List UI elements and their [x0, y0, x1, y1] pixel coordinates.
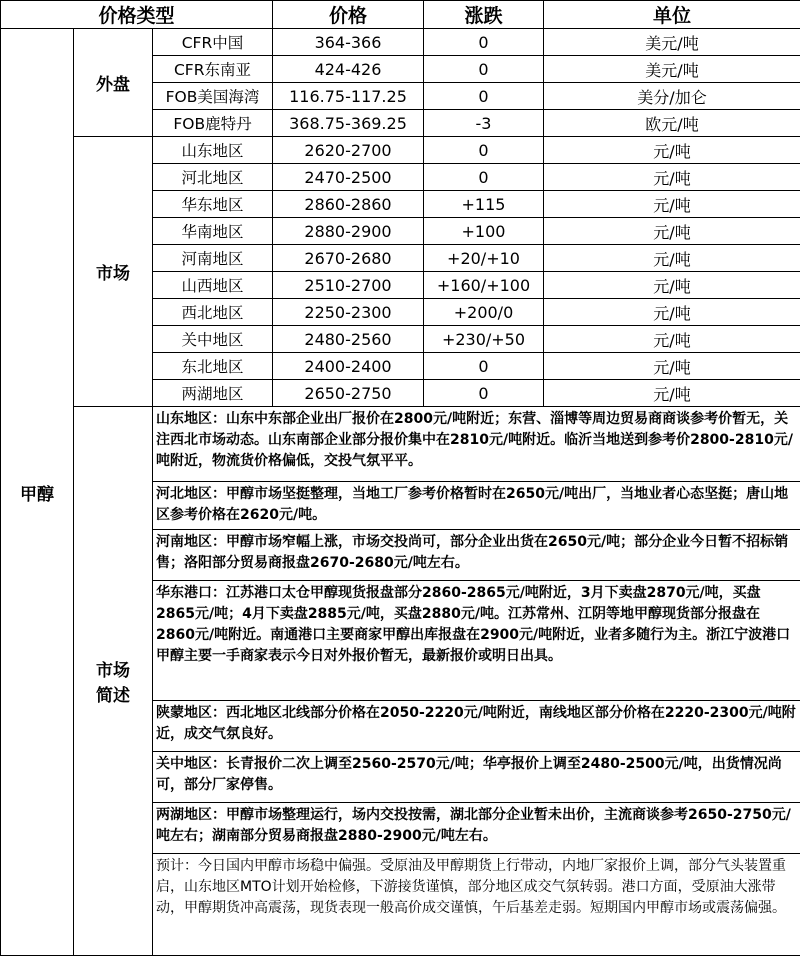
row-unit: 元/吨 [544, 299, 800, 326]
row-name: 山东地区 [153, 137, 273, 164]
summary-guanzhong: 关中地区：长青报价二次上调至2560-2570元/吨；华亭报价上调至2480-2500元/吨，出货情况尚可，部分厂家停售。 [153, 752, 800, 803]
row-price: 424-426 [273, 56, 424, 83]
row-name: 河北地区 [153, 164, 273, 191]
row-change: +115 [424, 191, 544, 218]
row-name: 东北地区 [153, 353, 273, 380]
row-change: +160/+100 [424, 272, 544, 299]
summary-label [74, 407, 153, 956]
row-unit: 元/吨 [544, 380, 800, 407]
row-unit: 元/吨 [544, 218, 800, 245]
product-cell: 甲醇 [1, 29, 74, 956]
row-change: 0 [424, 164, 544, 191]
row-unit: 元/吨 [544, 326, 800, 353]
row-price: 2470-2500 [273, 164, 424, 191]
header-change: 涨跌 [424, 1, 544, 29]
row-price: 2510-2700 [273, 272, 424, 299]
row-name: FOB美国海湾 [153, 83, 273, 110]
summary-row [1, 407, 800, 482]
market-label: 市场 [74, 137, 153, 407]
summary-lianghu: 两湖地区：甲醇市场整理运行，场内交投按需，湖北部分企业暂未出价，主流商谈参考2650-2750元/吨左右；湖南部分贸易商报盘2880-2900元/吨左右。 [153, 803, 800, 854]
row-price: 2670-2680 [273, 245, 424, 272]
row-change: +200/0 [424, 299, 544, 326]
row-unit: 元/吨 [544, 272, 800, 299]
table-row [1, 29, 800, 56]
row-price: 2860-2860 [273, 191, 424, 218]
row-change: 0 [424, 137, 544, 164]
summary-hebei: 河北地区：甲醇市场坚挺整理，当地工厂参考价格暂时在2650元/吨出厂，当地业者心态坚挺；唐山地区参考价格在2620元/吨。 [153, 482, 800, 530]
summary-shandong: 山东地区：山东中东部企业出厂报价在2800元/吨附近；东营、淄博等周边贸易商商谈参考价暂无，关注西北市场动态。山东南部企业部分报价集中在2810元/吨附近。临沂当地送到参考价2800-2810元/吨附近，物流货价格偏低，交投气氛平平。 [153, 407, 800, 482]
row-name: 华南地区 [153, 218, 273, 245]
row-change: +20/+10 [424, 245, 544, 272]
row-price: 116.75-117.25 [273, 83, 424, 110]
row-price: 368.75-369.25 [273, 110, 424, 137]
row-name: 山西地区 [153, 272, 273, 299]
row-change: -3 [424, 110, 544, 137]
row-change: 0 [424, 353, 544, 380]
header-row [1, 1, 800, 29]
row-name: 华东地区 [153, 191, 273, 218]
summary-label-line1: 市场 [96, 661, 130, 681]
summary-shaanxi-inner-mongolia: 陕蒙地区：西北地区北线部分价格在2050-2220元/吨附近，南线地区部分价格在2220-2300元/吨附近，成交气氛良好。 [153, 701, 800, 752]
header-unit: 单位 [544, 1, 800, 29]
row-price: 2620-2700 [273, 137, 424, 164]
row-change: 0 [424, 56, 544, 83]
header-price: 价格 [273, 1, 424, 29]
row-name: FOB鹿特丹 [153, 110, 273, 137]
row-name: 关中地区 [153, 326, 273, 353]
table-row [1, 137, 800, 164]
row-name: CFR东南亚 [153, 56, 273, 83]
row-change: 0 [424, 380, 544, 407]
row-name: 西北地区 [153, 299, 273, 326]
row-change: 0 [424, 29, 544, 56]
row-unit: 美元/吨 [544, 29, 800, 56]
row-price: 364-366 [273, 29, 424, 56]
row-name: CFR中国 [153, 29, 273, 56]
row-unit: 元/吨 [544, 245, 800, 272]
row-price: 2480-2560 [273, 326, 424, 353]
row-unit: 元/吨 [544, 164, 800, 191]
row-unit: 欧元/吨 [544, 110, 800, 137]
row-price: 2880-2900 [273, 218, 424, 245]
row-price: 2650-2750 [273, 380, 424, 407]
summary-henan: 河南地区：甲醇市场窄幅上涨，市场交投尚可，部分企业出货在2650元/吨；部分企业今日暂不招标销售；洛阳部分贸易商报盘2670-2680元/吨左右。 [153, 530, 800, 581]
row-change: +100 [424, 218, 544, 245]
row-name: 两湖地区 [153, 380, 273, 407]
row-change: +230/+50 [424, 326, 544, 353]
header-type: 价格类型 [1, 1, 273, 29]
row-unit: 元/吨 [544, 137, 800, 164]
summary-label-line2: 简述 [96, 686, 130, 706]
row-unit: 美分/加仑 [544, 83, 800, 110]
foreign-label: 外盘 [74, 29, 153, 137]
row-change: 0 [424, 83, 544, 110]
row-unit: 元/吨 [544, 353, 800, 380]
row-unit: 元/吨 [544, 191, 800, 218]
row-price: 2400-2400 [273, 353, 424, 380]
row-unit: 美元/吨 [544, 56, 800, 83]
row-name: 河南地区 [153, 245, 273, 272]
row-price: 2250-2300 [273, 299, 424, 326]
summary-east-china-port: 华东港口：江苏港口太仓甲醇现货报盘部分2860-2865元/吨附近，3月下卖盘2870元/吨，买盘2865元/吨；4月下卖盘2885元/吨，买盘2880元/吨。江苏常州、江阴等地甲醇现货部分报盘在2860元/吨附近。南通港口主要商家甲醇出库报盘在2900元/吨附近，业者多随行为主。浙江宁波港口甲醇主要一手商家表示今日对外报价暂无，最新报价或明日出具。 [153, 581, 800, 701]
summary-forecast: 预计：今日国内甲醇市场稳中偏强。受原油及甲醇期货上行带动，内地厂家报价上调，部分气头装置重启，山东地区MTO计划开始检修，下游接货谨慎，部分地区成交气氛转弱。港口方面，受原油大涨带动，甲醇期货冲高震荡，现货表现一般高价成交谨慎，午后基差走弱。短期国内甲醇市场或震荡偏强。 [153, 854, 800, 956]
